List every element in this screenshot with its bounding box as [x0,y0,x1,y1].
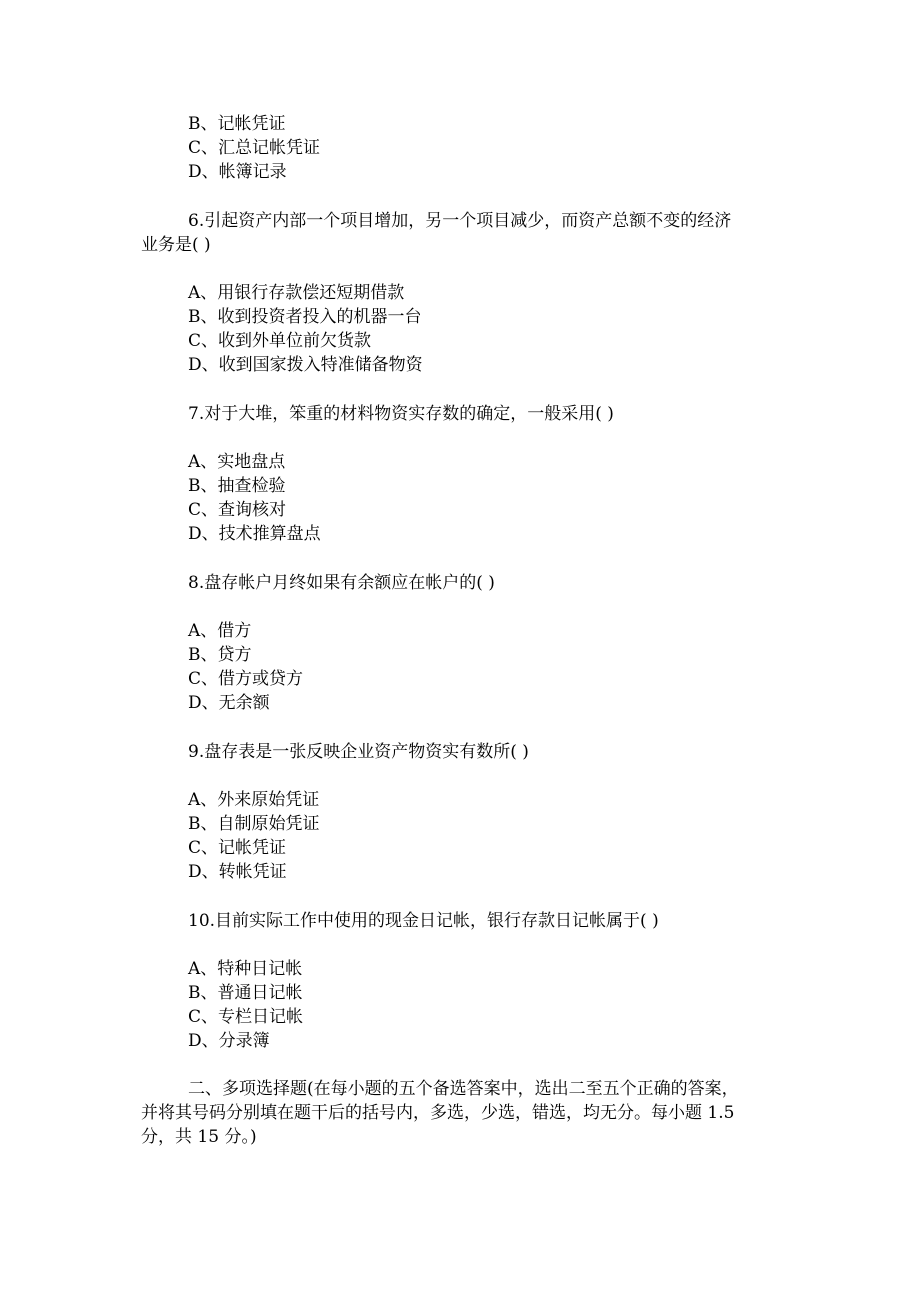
q6-stem-line2: 业务是( ) [141,235,211,255]
q6-option-a: A、用银行存款偿还短期借款 [188,283,405,303]
q8-option-a: A、借方 [188,621,252,641]
section2-heading [141,1077,781,1149]
section2-line1: 二、多项选择题(在每小题的五个备选答案中，选出二至五个正确的答案， [188,1079,739,1099]
q10-option-a: A、特种日记帐 [188,959,303,979]
q6-option-d: D、收到国家拨入特准储备物资 [188,355,423,375]
q10-stem: 10.目前实际工作中使用的现金日记帐，银行存款日记帐属于( ) [188,911,659,931]
q6-stem [141,209,781,257]
q8-stem: 8.盘存帐户月终如果有余额应在帐户的( ) [188,573,495,593]
q7-option-b: B、抽查检验 [188,476,286,496]
q8-option-d: D、无余额 [188,693,270,713]
q10-option-c: C、专栏日记帐 [188,1007,304,1027]
q10-option-b: B、普通日记帐 [188,983,303,1003]
q7-stem: 7.对于大堆，笨重的材料物资实存数的确定，一般采用( ) [188,404,614,424]
q7-option-c: C、查询核对 [188,500,287,520]
q8-option-b: B、贷方 [188,645,252,665]
q9-option-b: B、自制原始凭证 [188,814,320,834]
q6-option-c: C、收到外单位前欠货款 [188,331,372,351]
q8-option-c: C、借方或贷方 [188,669,304,689]
q5-option-c: C、汇总记帐凭证 [188,138,321,158]
q7-option-d: D、技术推算盘点 [188,524,321,544]
section2-line2: 并将其号码分别填在题干后的括号内，多选，少选，错选，均无分。每小题 1.5 [141,1103,735,1123]
q9-option-a: A、外来原始凭证 [188,790,320,810]
q10-option-d: D、分录簿 [188,1031,270,1051]
q5-option-b: B、记帐凭证 [188,114,286,134]
q7-option-a: A、实地盘点 [188,452,286,472]
q6-option-b: B、收到投资者投入的机器一台 [188,307,422,327]
q9-option-d: D、转帐凭证 [188,862,287,882]
q5-option-d: D、帐簿记录 [188,162,287,182]
q9-option-c: C、记帐凭证 [188,838,287,858]
section2-line3: 分，共 15 分。) [141,1127,257,1147]
q9-stem: 9.盘存表是一张反映企业资产物资实有数所( ) [188,742,529,762]
q6-stem-line1: 6.引起资产内部一个项目增加，另一个项目减少，而资产总额不变的经济 [188,211,732,231]
